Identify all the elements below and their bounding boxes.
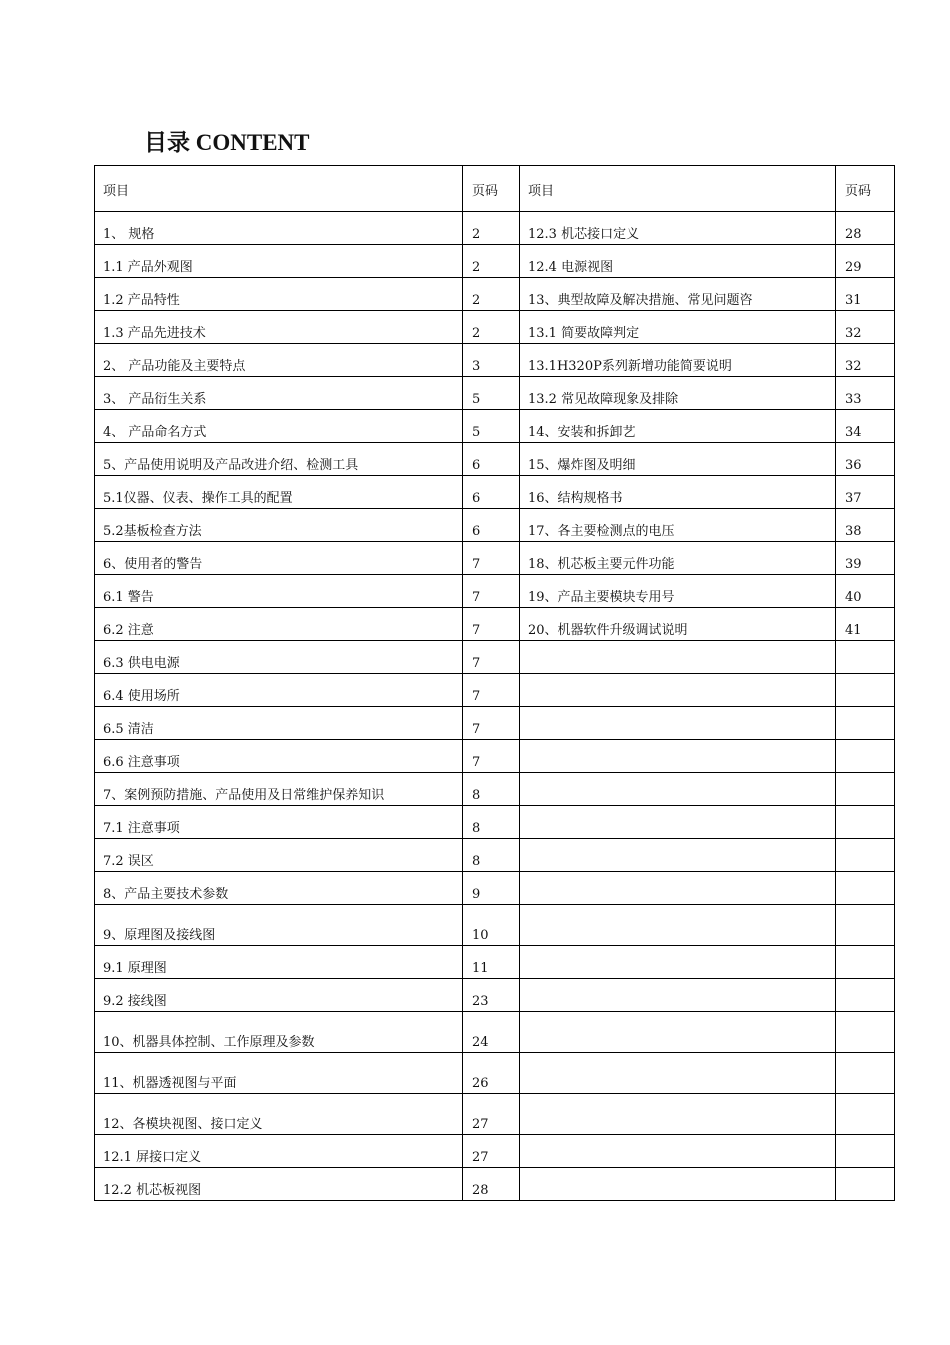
table-row bbox=[95, 212, 895, 245]
toc-entry-page: 32 bbox=[836, 311, 895, 344]
toc-entry-page: 10 bbox=[463, 905, 520, 946]
empty-cell bbox=[836, 674, 895, 707]
toc-entry-title: 8、产品主要技术参数 bbox=[95, 872, 463, 905]
empty-cell bbox=[520, 1135, 836, 1168]
toc-entry-title: 9、原理图及接线图 bbox=[95, 905, 463, 946]
toc-entry-page: 32 bbox=[836, 344, 895, 377]
toc-entry-page: 2 bbox=[463, 212, 520, 245]
toc-entry-page: 26 bbox=[463, 1053, 520, 1094]
empty-cell bbox=[520, 773, 836, 806]
toc-entry-title: 1.2 产品特性 bbox=[95, 278, 463, 311]
empty-cell bbox=[836, 946, 895, 979]
toc-entry-page: 24 bbox=[463, 1012, 520, 1053]
toc-entry-page: 2 bbox=[463, 311, 520, 344]
empty-cell bbox=[520, 674, 836, 707]
toc-entry-title: 1、 规格 bbox=[95, 212, 463, 245]
toc-entry-page: 7 bbox=[463, 707, 520, 740]
toc-entry-page: 6 bbox=[463, 476, 520, 509]
table-row bbox=[95, 1135, 895, 1168]
toc-entry-page: 41 bbox=[836, 608, 895, 641]
empty-cell bbox=[836, 839, 895, 872]
empty-cell bbox=[836, 641, 895, 674]
toc-entry-title: 14、安装和拆卸艺 bbox=[520, 410, 836, 443]
empty-cell bbox=[520, 1168, 836, 1201]
table-row bbox=[95, 839, 895, 872]
table-row bbox=[95, 410, 895, 443]
table-row bbox=[95, 509, 895, 542]
toc-entry-title: 6.5 清洁 bbox=[95, 707, 463, 740]
toc-entry-title: 12.1 屏接口定义 bbox=[95, 1135, 463, 1168]
toc-entry-title: 20、机器软件升级调试说明 bbox=[520, 608, 836, 641]
empty-cell bbox=[520, 740, 836, 773]
toc-entry-page: 5 bbox=[463, 377, 520, 410]
header-page-left: 页码 bbox=[463, 166, 520, 212]
toc-entry-title: 6.3 供电电源 bbox=[95, 641, 463, 674]
table-row bbox=[95, 773, 895, 806]
table-row bbox=[95, 278, 895, 311]
toc-entry-page: 7 bbox=[463, 641, 520, 674]
table-row bbox=[95, 443, 895, 476]
empty-cell bbox=[836, 1135, 895, 1168]
page-title: 目录 CONTENT bbox=[144, 130, 310, 155]
table-row bbox=[95, 1053, 895, 1094]
empty-cell bbox=[836, 1168, 895, 1201]
table-row bbox=[95, 476, 895, 509]
toc-entry-title: 5.1仪器、仪表、操作工具的配置 bbox=[95, 476, 463, 509]
empty-cell bbox=[520, 1012, 836, 1053]
table-row bbox=[95, 575, 895, 608]
contents-table bbox=[94, 165, 895, 1201]
empty-cell bbox=[520, 905, 836, 946]
toc-entry-page: 34 bbox=[836, 410, 895, 443]
toc-entry-page: 36 bbox=[836, 443, 895, 476]
table-row bbox=[95, 245, 895, 278]
empty-cell bbox=[836, 1012, 895, 1053]
toc-entry-page: 38 bbox=[836, 509, 895, 542]
table-row bbox=[95, 311, 895, 344]
toc-entry-page: 8 bbox=[463, 839, 520, 872]
empty-cell bbox=[836, 1094, 895, 1135]
toc-entry-page: 6 bbox=[463, 509, 520, 542]
toc-entry-page: 7 bbox=[463, 575, 520, 608]
toc-entry-title: 6.4 使用场所 bbox=[95, 674, 463, 707]
empty-cell bbox=[520, 979, 836, 1012]
toc-entry-page: 7 bbox=[463, 608, 520, 641]
toc-entry-title: 6、使用者的警告 bbox=[95, 542, 463, 575]
empty-cell bbox=[836, 1053, 895, 1094]
toc-entry-page: 37 bbox=[836, 476, 895, 509]
empty-cell bbox=[836, 872, 895, 905]
empty-cell bbox=[836, 905, 895, 946]
empty-cell bbox=[520, 641, 836, 674]
toc-entry-title: 2、 产品功能及主要特点 bbox=[95, 344, 463, 377]
toc-entry-title: 7.2 误区 bbox=[95, 839, 463, 872]
header-page-right: 页码 bbox=[836, 166, 895, 212]
toc-entry-title: 12.4 电源视图 bbox=[520, 245, 836, 278]
toc-entry-page: 6 bbox=[463, 443, 520, 476]
toc-entry-title: 16、结构规格书 bbox=[520, 476, 836, 509]
toc-entry-page: 28 bbox=[463, 1168, 520, 1201]
toc-entry-title: 13.1H320P系列新增功能简要说明 bbox=[520, 344, 836, 377]
table-row bbox=[95, 1168, 895, 1201]
table-row bbox=[95, 377, 895, 410]
empty-cell bbox=[836, 740, 895, 773]
toc-entry-title: 9.1 原理图 bbox=[95, 946, 463, 979]
empty-cell bbox=[836, 979, 895, 1012]
toc-entry-page: 2 bbox=[463, 245, 520, 278]
toc-entry-title: 18、机芯板主要元件功能 bbox=[520, 542, 836, 575]
toc-entry-page: 33 bbox=[836, 377, 895, 410]
empty-cell bbox=[520, 946, 836, 979]
header-item-right: 项目 bbox=[520, 166, 836, 212]
table-row bbox=[95, 641, 895, 674]
toc-entry-page: 7 bbox=[463, 674, 520, 707]
toc-entry-page: 11 bbox=[463, 946, 520, 979]
toc-entry-page: 31 bbox=[836, 278, 895, 311]
toc-entry-title: 7.1 注意事项 bbox=[95, 806, 463, 839]
toc-entry-title: 13.2 常见故障现象及排除 bbox=[520, 377, 836, 410]
toc-entry-title: 1.1 产品外观图 bbox=[95, 245, 463, 278]
toc-entry-title: 12、各模块视图、接口定义 bbox=[95, 1094, 463, 1135]
toc-entry-page: 28 bbox=[836, 212, 895, 245]
toc-entry-page: 23 bbox=[463, 979, 520, 1012]
empty-cell bbox=[520, 806, 836, 839]
toc-entry-title: 6.1 警告 bbox=[95, 575, 463, 608]
empty-cell bbox=[520, 872, 836, 905]
toc-entry-title: 11、机器透视图与平面 bbox=[95, 1053, 463, 1094]
toc-entry-page: 8 bbox=[463, 806, 520, 839]
toc-entry-title: 12.2 机芯板视图 bbox=[95, 1168, 463, 1201]
toc-entry-title: 13.1 简要故障判定 bbox=[520, 311, 836, 344]
table-row bbox=[95, 344, 895, 377]
table-row bbox=[95, 674, 895, 707]
table-row bbox=[95, 608, 895, 641]
empty-cell bbox=[520, 1053, 836, 1094]
toc-entry-page: 7 bbox=[463, 740, 520, 773]
table-row bbox=[95, 946, 895, 979]
toc-entry-title: 4、 产品命名方式 bbox=[95, 410, 463, 443]
toc-entry-title: 7、案例预防措施、产品使用及日常维护保养知识 bbox=[95, 773, 463, 806]
toc-entry-page: 40 bbox=[836, 575, 895, 608]
table-row bbox=[95, 542, 895, 575]
header-item-left: 项目 bbox=[95, 166, 463, 212]
toc-entry-title: 19、产品主要模块专用号 bbox=[520, 575, 836, 608]
empty-cell bbox=[520, 1094, 836, 1135]
toc-entry-page: 8 bbox=[463, 773, 520, 806]
toc-entry-title: 5、产品使用说明及产品改进介绍、检测工具 bbox=[95, 443, 463, 476]
toc-entry-page: 27 bbox=[463, 1135, 520, 1168]
toc-entry-title: 17、各主要检测点的电压 bbox=[520, 509, 836, 542]
table-row bbox=[95, 740, 895, 773]
toc-entry-title: 13、典型故障及解决措施、常见问题咨 bbox=[520, 278, 836, 311]
empty-cell bbox=[836, 707, 895, 740]
toc-entry-page: 29 bbox=[836, 245, 895, 278]
toc-entry-page: 5 bbox=[463, 410, 520, 443]
toc-entry-title: 1.3 产品先进技术 bbox=[95, 311, 463, 344]
header-row bbox=[95, 166, 895, 212]
toc-entry-title: 12.3 机芯接口定义 bbox=[520, 212, 836, 245]
empty-cell bbox=[836, 773, 895, 806]
toc-entry-title: 15、爆炸图及明细 bbox=[520, 443, 836, 476]
table-row bbox=[95, 707, 895, 740]
table-row bbox=[95, 1094, 895, 1135]
toc-entry-title: 3、 产品衍生关系 bbox=[95, 377, 463, 410]
table-row bbox=[95, 979, 895, 1012]
toc-entry-title: 9.2 接线图 bbox=[95, 979, 463, 1012]
toc-entry-page: 39 bbox=[836, 542, 895, 575]
table-row bbox=[95, 1012, 895, 1053]
empty-cell bbox=[520, 707, 836, 740]
toc-entry-title: 10、机器具体控制、工作原理及参数 bbox=[95, 1012, 463, 1053]
toc-entry-page: 27 bbox=[463, 1094, 520, 1135]
empty-cell bbox=[836, 806, 895, 839]
toc-entry-page: 2 bbox=[463, 278, 520, 311]
empty-cell bbox=[520, 839, 836, 872]
toc-entry-page: 3 bbox=[463, 344, 520, 377]
toc-entry-title: 6.6 注意事项 bbox=[95, 740, 463, 773]
toc-entry-page: 7 bbox=[463, 542, 520, 575]
toc-entry-title: 5.2基板检查方法 bbox=[95, 509, 463, 542]
table-row bbox=[95, 872, 895, 905]
toc-entry-title: 6.2 注意 bbox=[95, 608, 463, 641]
table-row bbox=[95, 806, 895, 839]
table-row bbox=[95, 905, 895, 946]
toc-entry-page: 9 bbox=[463, 872, 520, 905]
